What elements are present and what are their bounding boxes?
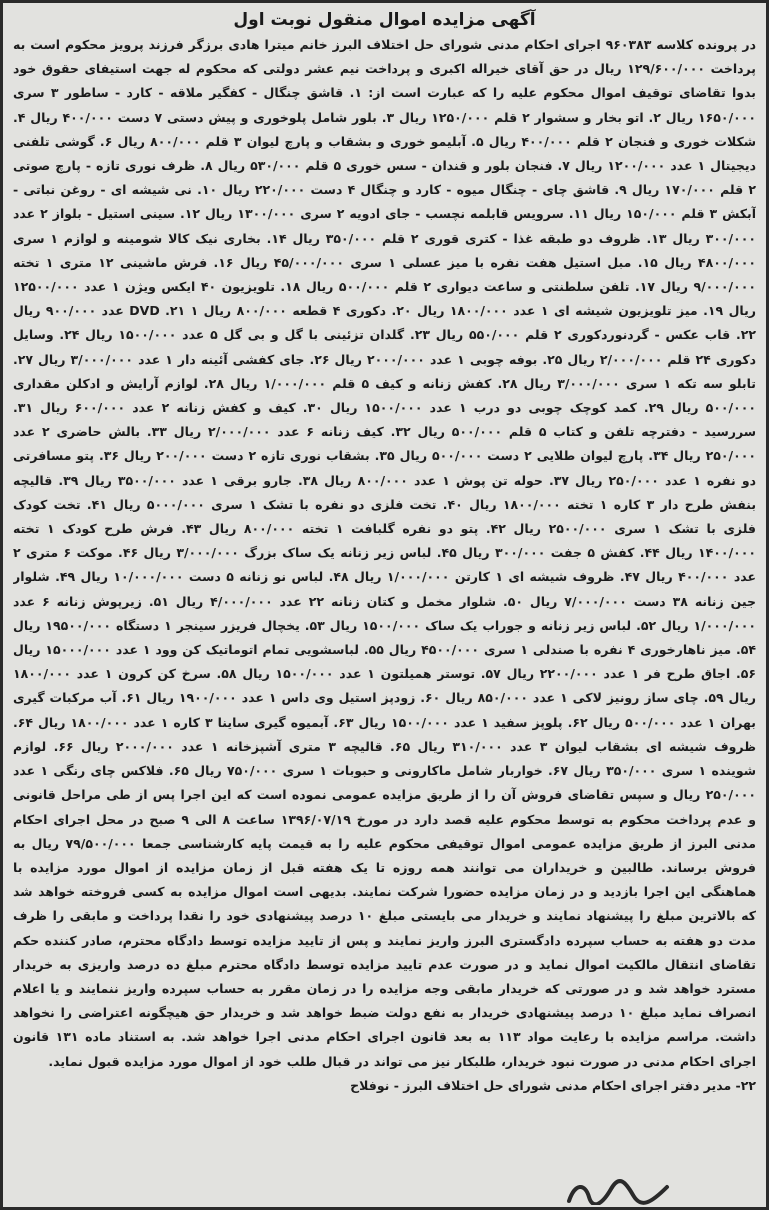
notice-signature: ۲۲- مدیر دفتر اجرای احکام مدنی شورای حل اختلاف البرز - نوفلاح [350, 1077, 756, 1093]
notice-content [13, 9, 756, 1201]
notice-title: آگهی مزایده اموال منقول نوبت اول [233, 10, 536, 30]
notice-body: در پرونده کلاسه ۹۶۰۳۸۳ اجرای احکام مدنی شورای حل اختلاف البرز خانم میترا هادی برزگر فرزند پرویز محکوم است به پرداخت ۱۲۹/۶۰۰/۰۰۰ ریال در حق آقای خیراله اکبری و پرداخت نیم عشر دولتی که محکوم له جهت استیفای حقوق خود بدوا تقاضای توقیف اموال محکوم علیه را که عبارت است از: ۱. قاشق چنگال - کفگیر ملاقه - کارد - ساطور ۳ سری ۱۶۵۰/۰۰۰ ریال ۲. اتو بخار و سشوار ۲ قلم ۱۲۵۰/۰۰۰ ریال ۳. بلور شامل پلوخوری و پیش دستی ۷ دست ۴۰۰/۰۰۰ ریال ۴. شکلات خوری و فنجان ۲ قلم ۴۰۰/۰۰۰ ریال ۵. آبلیمو خوری و بشقاب و پارچ لیوان ۳ قلم ۸۰۰/۰۰۰ ریال ۶. گوشی تلفنی دیجیتال ۱ عدد ۱۲۰۰/۰۰۰ ریال ۷. فنجان بلور و قندان - سس خوری ۵ قلم ۵۳۰/۰۰۰ ریال ۸. ظرف نوری تازه - پارچ صوتی ۲ قلم ۱۷۰/۰۰۰ ریال ۹. قاشق چای - چنگال میوه - کارد و چنگال ۴ دست ۲۲۰/۰۰۰ ریال ۱۰. نی شیشه ای - روغن نباتی - آبکش ۳ قلم ۱۵۰/۰۰۰ ریال ۱۱. سرویس قابلمه نچسب - جای ادویه ۲ سری ۱۳۰۰/۰۰۰ ریال ۱۲. سینی استیل - بلواز ۲ عدد ۳۰۰/۰۰۰ ریال ۱۳. ظروف دو طبقه غذا - کتری قوری ۲ قلم ۳۵۰/۰۰۰ ریال ۱۴. بخاری نیک کالا شومینه و لوازم ۱ سری ۴۸۰۰/۰۰۰ ریال ۱۵. مبل استیل هفت نفره با میز عسلی ۱ سری ۴۵/۰۰۰/۰۰۰ ریال ۱۶. فرش ماشینی ۱۲ متری ۱ تخته ۹/۰۰۰/۰۰۰ ریال ۱۷. تلفن سلطنتی و ساعت دیواری ۲ قلم ۵۰۰/۰۰۰ ریال ۱۸. تلویزیون ۴۰ ایکس ویژن ۱ عدد ۱۲۵۰۰/۰۰۰ ریال ۱۹. میز تلویزیون شیشه ای ۱ عدد ۱۸۰۰/۰۰۰ ریال ۲۰. دکوری ۴ قطعه ۸۰۰/۰۰۰ ریال DVD .۲۱ ۱ عدد ۹۰۰/۰۰۰ ریال ۲۲. قاب عکس - گردنوردکوری ۲ قلم ۵۵۰/۰۰۰ ریال ۲۳. گلدان تزئینی با گل و بی گل ۵ عدد ۱۵۰۰/۰۰۰ ریال ۲۴. وسایل دکوری ۲۴ قلم ۲/۰۰۰/۰۰۰ ریال ۲۵. بوفه چوبی ۱ عدد ۲۰۰۰/۰۰۰ ریال ۲۶. جای کفشی آئینه دار ۱ عدد ۳/۰۰۰/۰۰۰ ریال ۲۷. تابلو سه تکه ۱ سری ۳/۰۰۰/۰۰۰ ریال ۲۸. کفش زنانه و کیف ۵ قلم ۱/۰۰۰/۰۰۰ ریال ۲۸. لوازم آرایش و ادکلن مقداری ۵۰۰/۰۰۰ ریال ۲۹. کمد کوچک چوبی دو درب ۱ عدد ۱۵۰۰/۰۰۰ ریال ۳۰. کیف و کفش زنانه ۲ عدد ۶۰۰/۰۰۰ ریال ۳۱. سررسید - دفترچه تلفن و کتاب ۵ قلم ۵۰۰/۰۰۰ ریال ۳۲. کیف زنانه ۶ عدد ۲/۰۰۰/۰۰۰ ریال ۳۳. بالش حاضری ۲ عدد ۲۵۰/۰۰۰ ریال ۳۴. پارچ لیوان طلایی ۲ دست ۵۰۰/۰۰۰ ریال ۳۵. بشقاب نوری تازه ۲ دست ۲۰۰/۰۰۰ ریال ۳۶. پتو مسافرتی دو نفره ۱ عدد ۲۵۰/۰۰۰ ریال ۳۷. حوله تن پوش ۱ عدد ۸۰۰/۰۰۰ ریال ۳۸. جارو برقی ۱ عدد ۳۵۰۰/۰۰۰ ریال ۳۹. قالیچه بنفش طرح دار ۳ کاره ۱ تخته ۱۸۰۰/۰۰۰ ریال ۴۰. تخت فلزی دو نفره با تشک ۱ سری ۵۰۰۰/۰۰۰ ریال ۴۱. تخت کودک فلزی با تشک ۱ سری ۲۵۰۰/۰۰۰ ریال ۴۲. پتو دو نفره گلبافت ۱ تخته ۸۰۰/۰۰۰ ریال ۴۳. فرش طرح کودک ۱ تخته ۱۴۰۰/۰۰۰ ریال ۴۴. کفش ۵ جفت ۳۰۰/۰۰۰ ریال ۴۵. لباس زیر زنانه یک ساک بزرگ ۳/۰۰۰/۰۰۰ ریال ۴۶. موکت ۶ متری ۲ عدد ۴۰۰/۰۰۰ ریال ۴۷. ظروف شیشه ای ۱ کارتن ۱/۰۰۰/۰۰۰ ریال ۴۸. لباس نو زنانه ۵ دست ۱۰/۰۰۰/۰۰۰ ریال ۴۹. شلوار جین زنانه ۳۸ دست ۷/۰۰۰/۰۰۰ ریال ۵۰. شلوار مخمل و کتان زنانه ۲۲ عدد ۴/۰۰۰/۰۰۰ ریال ۵۱. زیرپوش زنانه ۶ عدد ۱/۰۰۰/۰۰۰ ریال ۵۲. لباس زیر زنانه و جوراب یک ساک ۱۵۰۰/۰۰۰ ریال ۵۳. یخچال فریزر سینجر ۱ دستگاه ۱۹۵۰۰/۰۰۰ ریال ۵۴. میز ناهارخوری ۴ نفره با صندلی ۱ سری ۴۵۰۰/۰۰۰ ریال ۵۵. لباسشویی تمام اتوماتیک کن وود ۱ عدد ۱۵۰۰۰/۰۰۰ ریال ۵۶. اجاق طرح فر ۱ عدد ۲۲۰۰/۰۰۰ ریال ۵۷. توستر همیلتون ۱ عدد ۱۵۰۰/۰۰۰ ریال ۵۸. سرخ کن کرون ۱ عدد ۱۸۰۰/۰۰۰ ریال ۵۹. چای ساز رونیز لاکی ۱ عدد ۸۵۰/۰۰۰ ریال ۶۰. زودپز استیل وی داس ۱ عدد ۱۹۰۰/۰۰۰ ریال ۶۱. آب مرکبات گیری بهران ۱ عدد ۵۰۰/۰۰۰ ریال ۶۲. پلوپز سفید ۱ عدد ۱۵۰۰/۰۰۰ ریال ۶۳. آبمیوه گیری ساینا ۳ کاره ۱ عدد ۱۸۰۰/۰۰۰ ریال ۶۴. ظروف شیشه ای بشقاب لیوان ۳ عدد ۳۱۰/۰۰۰ ریال ۶۵. قالیچه ۳ متری آشپزخانه ۱ عدد ۲۰۰۰/۰۰۰ ریال ۶۶. لوازم شوینده ۱ سری ۳۵۰/۰۰۰ ریال ۶۷. خواربار شامل ماکارونی و حبوبات ۱ سری ۷۵۰/۰۰۰ ریال ۶۵. فلاکس چای رنگی ۱ عدد ۲۵۰/۰۰۰ ریال و سپس تقاضای فروش آن را از طریق مزایده عمومی نموده است که این اجرا پس از طی مراحل قانونی و عدم پرداخت محکوم به توسط محکوم علیه قصد دارد در مورخ ۱۳۹۶/۰۷/۱۹ ساعت ۸ الی ۹ صبح در محل اجرای احکام مدنی البرز از طریق مزایده عمومی اموال توقیفی محکوم علیه را به قیمت پایه کارشناسی جمعا ۷۹/۵۰۰/۰۰۰ ریال به فروش برساند. طالبین و خریداران می توانند همه روزه تا یک هفته قبل از زمان مزایده از اموال مورد مزایده با هماهنگی این اجرا بازدید و در زمان مزایده حضورا شرکت نمایند. بدیهی است اموال مزایده به کسی فروخته خواهد شد که بالاترین مبلغ را پیشنهاد نمایند و خریدار می بایستی مبلغ ۱۰ درصد پیشنهادی خود را نقدا پرداخت و مابقی را ظرف مدت دو هفته به حساب سپرده دادگستری البرز واریز نمایند و پس از تایید مزایده توسط دادگاه محترم، صادر کننده حکم تقاضای انتقال مالکیت اموال نماید و در صورت عدم تایید مزایده توسط دادگاه محترم مبلغ ده درصد واریزی به خریدار مسترد خواهد شد و در صورتی که خریدار مابقی وجه مزایده را در زمان مقرر به حساب سپرده واریز ننمایند و یا اعلام انصراف نماید مبلغ ۱۰ درصد پیشنهادی خریدار به نفع دولت ضبط خواهد شد و خریدار حق هیچگونه اعتراضی را نخواهد داشت. مراسم مزایده با رعایت مواد ۱۱۳ به بعد قانون اجرای احکام مدنی اجرا خواهد شد. به استناد ماده ۱۳۱ قانون اجرای احکام مدنی در صورت نبود خریدار، طلبکار نیز می تواند در قبال طلب خود از اموال مورد مزایده قبول نماید. [13, 37, 756, 1069]
handwritten-mark-icon [563, 1179, 673, 1205]
